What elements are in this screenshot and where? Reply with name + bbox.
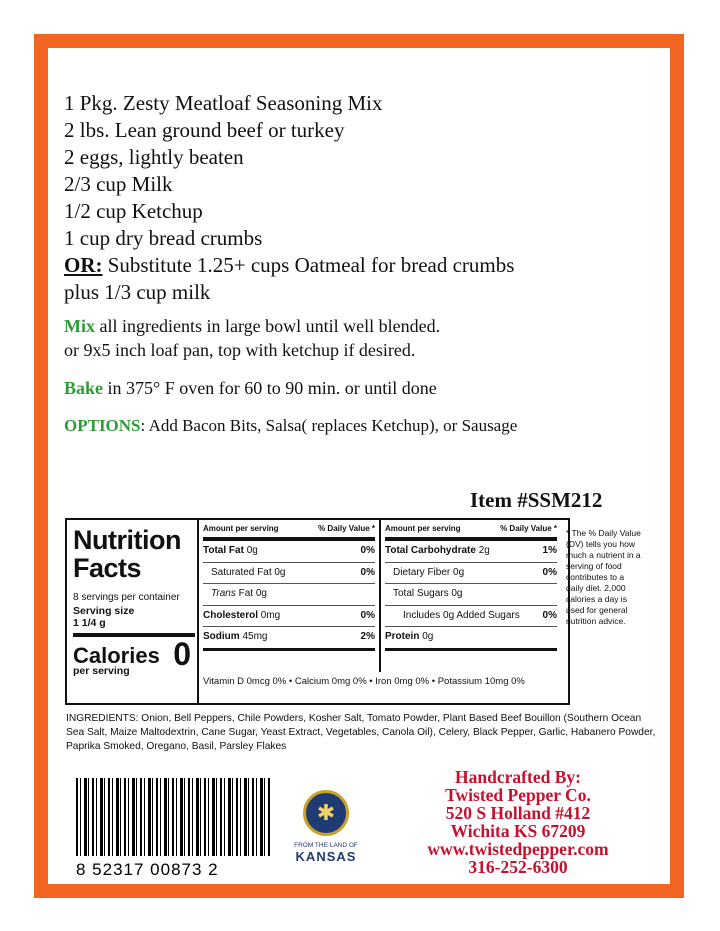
calories-label: Calories (73, 643, 160, 668)
nutrient-dv: 0% (542, 609, 557, 621)
servings-per-container: 8 servings per container (73, 592, 180, 603)
bake-instruction (64, 376, 664, 400)
nutrient-row (385, 606, 557, 628)
nutrient-name: Total Fat (203, 545, 244, 556)
maker-line: Handcrafted By: (455, 767, 581, 787)
nutrient-name: Total Sugars 0g (393, 588, 463, 599)
nutrition-divider (197, 520, 199, 703)
recipe-ingredient: 1 Pkg. Zesty Meatloaf Seasoning Mix (64, 91, 383, 115)
recipe-ingredient: 1/2 cup Ketchup (64, 199, 203, 223)
nutrient-amount: 2g (475, 545, 490, 556)
nutrient-dv: 0% (360, 566, 375, 578)
recipe-or-line-2: plus 1/3 cup milk (64, 280, 211, 304)
recipe-ingredient: 2 lbs. Lean ground beef or turkey (64, 118, 345, 142)
recipe-section (64, 90, 664, 438)
serving-size-value: 1 1/4 g (73, 617, 106, 629)
nutrient-name: Sodium (203, 631, 240, 642)
nutrition-title-1: Nutrition (73, 525, 181, 555)
recipe-ingredient: 2 eggs, lightly beaten (64, 145, 244, 169)
recipe-ingredient: 1 cup dry bread crumbs (64, 226, 263, 250)
nutrient-dv: 2% (360, 631, 375, 642)
column-header (385, 524, 557, 541)
mix-text: all ingredients in large bowl until well blended. (95, 316, 441, 336)
amount-header: Amount per serving (203, 524, 279, 533)
nutrient-row (385, 584, 557, 606)
recipe-ingredient: 2/3 cup Milk (64, 172, 173, 196)
nutrient-name: Dietary Fiber 0g (393, 566, 465, 578)
nutrient-row (203, 606, 375, 628)
per-serving-label: per serving (73, 665, 130, 677)
nutrient-name: Saturated Fat 0g (211, 566, 286, 578)
nutrition-divider (379, 520, 381, 672)
nutrient-dv: 0% (542, 566, 557, 578)
maker-website: www.twistedpepper.com (427, 839, 609, 859)
nutrient-amount: 0g (243, 545, 258, 556)
wheat-icon: ✱ (303, 790, 349, 836)
maker-address: 520 S Holland #412 (445, 803, 591, 823)
nutrition-title-2: Facts (73, 553, 142, 583)
nutrition-column-right (385, 524, 557, 651)
barcode-digits: 8 52317 00873 2 (76, 860, 272, 880)
mix-instruction (64, 314, 664, 338)
nutrient-row (203, 541, 375, 563)
nutrient-amount: 45mg (239, 631, 268, 642)
kansas-logo (288, 790, 364, 864)
nutrition-summary (73, 526, 195, 677)
column-header (203, 524, 375, 541)
nutrient-name: Total Carbohydrate (385, 545, 476, 556)
ingredients-list: INGREDIENTS: Onion, Bell Peppers, Chile Powders, Kosher Salt, Tomato Powder, Plant Based Beef Bouillon (Southern Ocean Sea Salt, Maize Maltodextrin, Cane Sugar, Yeast Extract, Vegetables, Canola Oil), Celery, Black Pepper, Garlic, Habanero Powder, Paprika Smoked, Oregano, Basil, Parsley Flakes (66, 713, 656, 752)
nutrient-amount: 0g (419, 631, 434, 642)
item-number: Item #SSM212 (470, 488, 603, 512)
nutrient-name: Protein (385, 631, 420, 642)
vitamins-row: Vitamin D 0mcg 0% • Calcium 0mg 0% • Iron 0mg 0% • Potassium 10mg 0% (203, 676, 525, 687)
nutrient-amount: 0mg (258, 609, 281, 621)
bake-label: Bake (64, 378, 104, 398)
barcode-bars (76, 778, 272, 856)
dv-header: % Daily Value * (500, 524, 557, 533)
kansas-logo-name: KANSAS (295, 849, 357, 864)
maker-phone: 316-252-6300 (468, 857, 568, 877)
nutrient-name: Includes 0g Added Sugars (403, 609, 520, 621)
nutrient-amount: Fat 0g (235, 588, 267, 599)
nutrient-dv: 0% (360, 545, 375, 556)
dv-header: % Daily Value * (318, 524, 375, 533)
nutrient-row (385, 563, 557, 585)
nutrient-row (203, 563, 375, 585)
recipe-or-line (64, 252, 664, 279)
mix-instruction-2: or 9x5 inch loaf pan, top with ketchup if desired. (64, 340, 416, 360)
kansas-logo-tagline: FROM THE LAND OF (294, 842, 358, 849)
amount-header: Amount per serving (385, 524, 461, 533)
bake-text: in 375° F oven for 60 to 90 min. or until done (103, 378, 437, 398)
nutrition-facts-panel (65, 518, 570, 705)
mix-label: Mix (64, 316, 95, 336)
barcode (76, 778, 272, 878)
options-label: OPTIONS (64, 416, 141, 435)
or-text: Substitute 1.25+ cups Oatmeal for bread crumbs (102, 253, 515, 277)
options-text: : Add Bacon Bits, Salsa( replaces Ketchup), or Sausage (140, 416, 518, 435)
or-label: OR: (64, 253, 103, 277)
maker-city: Wichita KS 67209 (450, 821, 586, 841)
serving-size-label: Serving size (73, 605, 135, 617)
options-instruction (64, 414, 664, 438)
nutrient-row (385, 627, 557, 651)
nutrient-name: Cholesterol (203, 609, 259, 621)
calories-value: 0 (173, 636, 191, 672)
nutrient-dv: 0% (360, 609, 375, 621)
nutrient-row (203, 584, 375, 606)
nutrient-dv: 1% (542, 545, 557, 556)
daily-value-footnote: * The % Daily Value (DV) tells you how much a nutrient in a serving of food contributes to a daily diet. 2,000 calories a day is used for general nutrition advice. (566, 528, 641, 626)
nutrition-column-left (203, 524, 375, 651)
nutrient-name: Trans (211, 588, 236, 599)
manufacturer-info (372, 768, 664, 876)
maker-company: Twisted Pepper Co. (445, 785, 591, 805)
nutrient-row (203, 627, 375, 651)
nutrient-row (385, 541, 557, 563)
